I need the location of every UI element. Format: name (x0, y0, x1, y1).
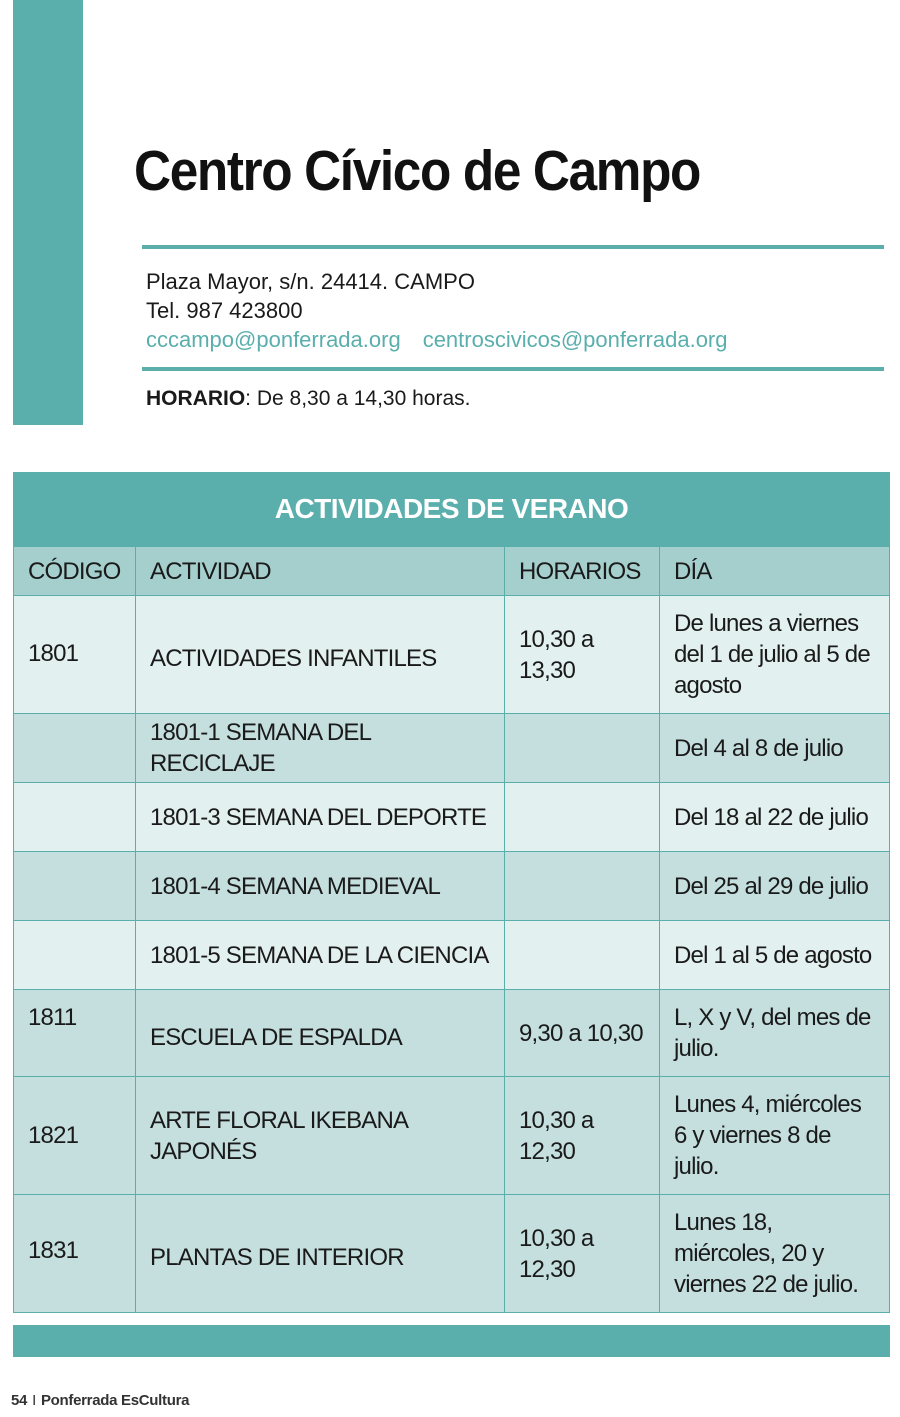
cell-schedule: 10,30 a 12,30 (505, 1195, 660, 1313)
cell-day: L, X y V, del mes de julio. (660, 990, 890, 1077)
opening-hours (146, 385, 471, 413)
cell-code (14, 783, 136, 852)
table-row (14, 1077, 890, 1195)
publication-name: Ponferrada EsCultura (40, 1392, 190, 1409)
activities-table (13, 546, 890, 1313)
cell-schedule (505, 783, 660, 852)
cell-day: Lunes 4, miércoles 6 y viernes 8 de julio. (660, 1077, 890, 1195)
cell-schedule (505, 714, 660, 783)
email-line (146, 326, 728, 354)
cell-day: Del 25 al 29 de julio (660, 852, 890, 921)
cell-day: Del 4 al 8 de julio (660, 714, 890, 783)
side-accent-bar (13, 0, 83, 425)
page-title: Centro Cívico de Campo (134, 139, 701, 203)
cell-day: Lunes 18, miércoles, 20 y viernes 22 de julio. (660, 1195, 890, 1313)
table-header-row (14, 547, 890, 596)
table-row (14, 852, 890, 921)
column-header-activity: ACTIVIDAD (136, 547, 505, 596)
bottom-accent-bar (13, 1325, 890, 1357)
cell-activity: 1801-4 SEMANA MEDIEVAL (136, 852, 505, 921)
column-header-day: DÍA (660, 547, 890, 596)
divider-top (142, 245, 884, 249)
cell-schedule (505, 852, 660, 921)
cell-activity: ARTE FLORAL IKEBANA JAPONÉS (136, 1077, 505, 1195)
table-row (14, 921, 890, 990)
table-row (14, 990, 890, 1077)
cell-code: 1801 (14, 596, 136, 714)
cell-activity: 1801-5 SEMANA DE LA CIENCIA (136, 921, 505, 990)
hours-label: HORARIO (146, 387, 246, 410)
column-header-code: CÓDIGO (14, 547, 136, 596)
cell-code: 1821 (14, 1077, 136, 1195)
cell-day: De lunes a viernes del 1 de julio al 5 de agosto (660, 596, 890, 714)
cell-schedule (505, 921, 660, 990)
cell-day: Del 1 al 5 de agosto (660, 921, 890, 990)
phone: Tel. 987 423800 (146, 298, 303, 323)
table-row (14, 596, 890, 714)
cell-code (14, 852, 136, 921)
table-row (14, 1195, 890, 1313)
cell-activity: ACTIVIDADES INFANTILES (136, 596, 505, 714)
table-row (14, 783, 890, 852)
email-link-primary[interactable]: cccampo@ponferrada.org (146, 327, 401, 352)
table-row (14, 714, 890, 783)
cell-schedule: 10,30 a 13,30 (505, 596, 660, 714)
footer-separator: I (32, 1392, 36, 1409)
cell-code: 1831 (14, 1195, 136, 1313)
cell-code: 1811 (14, 990, 136, 1077)
email-link-secondary[interactable]: centroscivicos@ponferrada.org (422, 327, 728, 352)
cell-activity: ESCUELA DE ESPALDA (136, 990, 505, 1077)
cell-activity: PLANTAS DE INTERIOR (136, 1195, 505, 1313)
cell-activity: 1801-3 SEMANA DEL DEPORTE (136, 783, 505, 852)
cell-activity: 1801-1 SEMANA DEL RECICLAJE (136, 714, 505, 783)
page-number: 54 (11, 1392, 28, 1409)
column-header-schedule: HORARIOS (505, 547, 660, 596)
table-banner: ACTIVIDADES DE VERANO (13, 472, 890, 546)
cell-code (14, 921, 136, 990)
address: Plaza Mayor, s/n. 24414. CAMPO (146, 269, 475, 294)
activities-table-wrapper (13, 472, 890, 1313)
cell-schedule: 9,30 a 10,30 (505, 990, 660, 1077)
hours-text: : De 8,30 a 14,30 horas. (245, 387, 471, 410)
cell-day: Del 18 al 22 de julio (660, 783, 890, 852)
page-footer (11, 1392, 189, 1409)
cell-schedule: 10,30 a 12,30 (505, 1077, 660, 1195)
divider-bottom (142, 367, 884, 371)
cell-code (14, 714, 136, 783)
